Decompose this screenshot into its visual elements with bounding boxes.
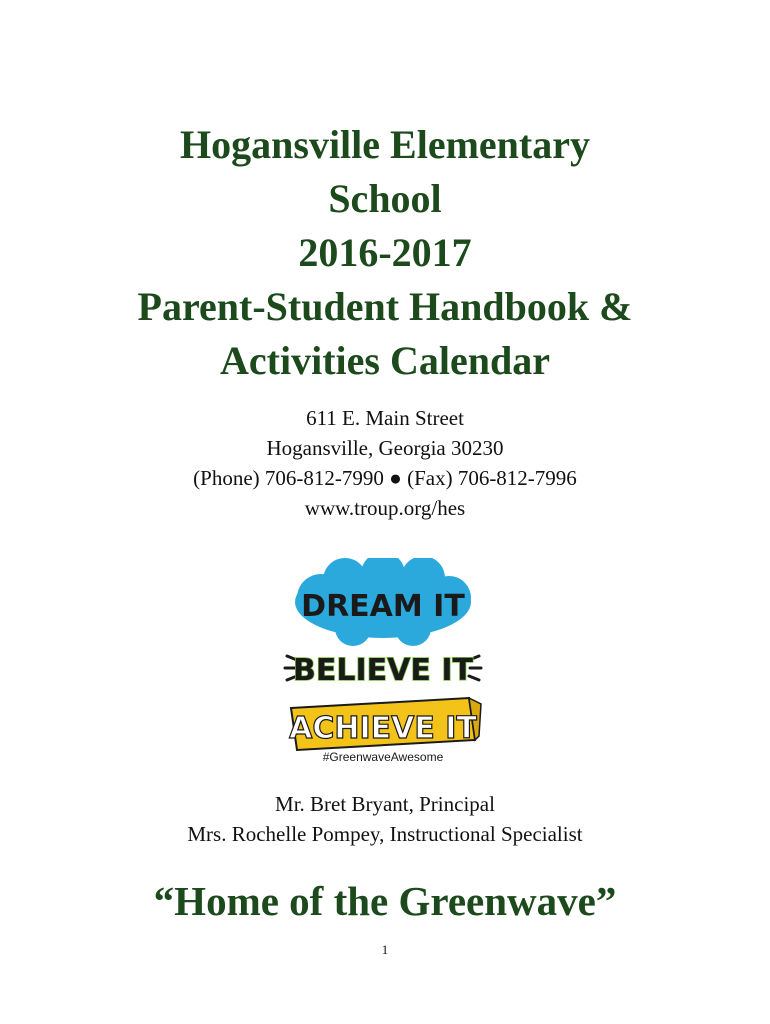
specialist-name: Mrs. Rochelle Pompey, Instructional Specialist (187, 822, 583, 846)
logo-achieve-it: ACHIEVE IT (289, 711, 477, 746)
logo-hashtag: #GreenwaveAwesome (322, 750, 444, 764)
title-line-5: Activities Calendar (220, 338, 550, 383)
staff-block (0, 789, 770, 849)
title-line-2: School (328, 176, 442, 221)
city-state-zip: Hogansville, Georgia 30230 (266, 436, 504, 460)
phone-fax: (Phone) 706-812-7990 ● (Fax) 706-812-7996 (193, 466, 577, 490)
logo-believe-it: BELIEVE IT (293, 653, 473, 688)
contact-block (0, 403, 770, 523)
page-number: 1 (381, 942, 389, 957)
principal-name: Mr. Bret Bryant, Principal (275, 792, 495, 816)
title-line-1: Hogansville Elementary (180, 122, 590, 167)
title-line-4: Parent-Student Handbook & (137, 284, 633, 329)
dream-believe-achieve-logo (283, 558, 483, 768)
logo-dream-it: DREAM IT (301, 589, 465, 624)
street-address: 611 E. Main Street (306, 406, 464, 430)
document-title (0, 118, 770, 388)
title-line-3: 2016-2017 (298, 230, 472, 275)
website-link[interactable]: www.troup.org/hes (304, 496, 466, 520)
school-motto: “Home of the Greenwave” (153, 878, 617, 924)
